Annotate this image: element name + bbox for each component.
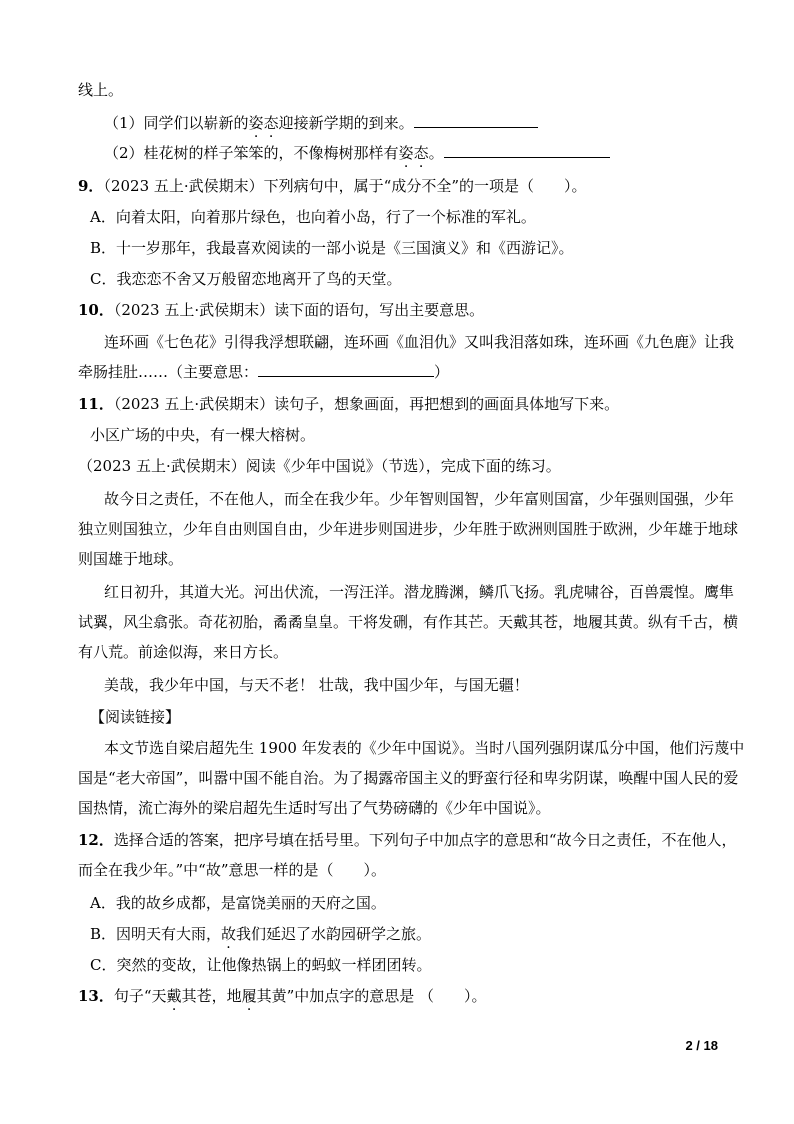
dotted-char: 戴 — [166, 987, 182, 1005]
dotted-char: 态 — [413, 144, 429, 162]
item-2 — [104, 143, 610, 163]
question-12-cont — [78, 860, 386, 880]
text: 试翼，风尘翕张。奇花初胎，矞矞皇皇。干将发硎，有作其芒。天戴其苍，地履其黄。纵有千古，横 — [78, 613, 739, 631]
dotted-char: 履 — [241, 987, 257, 1005]
answer-blank[interactable] — [444, 143, 610, 158]
question-number: 13． — [78, 987, 114, 1005]
passage-line — [104, 738, 744, 758]
question-13 — [78, 986, 487, 1006]
text: 美哉，我少年中国，与天不老！ 壮哉，我中国少年，与国无疆！ — [104, 676, 529, 694]
passage-line — [104, 675, 529, 695]
passage-line — [78, 642, 288, 662]
text: 红日初升，其道大光。河出伏流，一泻汪洋。潜龙腾渊，鳞爪飞扬。乳虎啸谷，百兽震惶。鹰隼 — [104, 583, 735, 601]
question-text: 其苍，地 — [181, 987, 242, 1005]
dotted-char: 态 — [263, 114, 279, 132]
option-text: B．因明天有大雨， — [90, 925, 222, 943]
item-1 — [104, 113, 538, 133]
text: 则国雄于地球。 — [78, 550, 184, 568]
text: 小区广场的中央，有一棵大榕树。 — [90, 426, 316, 444]
question-text: 其黄”中加点字的意思是 （ ）。 — [256, 987, 487, 1005]
text: 本文节选自梁启超先生 1900 年发表的《少年中国说》。当时八国列强阴谋瓜分中国，他们污蔑中 — [104, 739, 745, 757]
passage-line — [78, 612, 738, 632]
question-number: 11． — [78, 395, 114, 413]
passage-line — [78, 519, 738, 539]
text: （1）同学们以崭新的 — [104, 114, 249, 132]
passage-line — [90, 425, 315, 445]
passage-line — [104, 582, 734, 602]
text: 牵肠挂肚……（主要意思： — [78, 363, 259, 381]
option-c — [90, 269, 401, 289]
text: （2）桂花树的样子笨笨的，不像梅树那样有 — [104, 144, 399, 162]
text: 【阅读链接】 — [90, 708, 181, 726]
text: 独立则国独立，少年自由则国自由，少年进步则国进步，少年胜于欧洲则国胜于欧洲，少年雄于地球 — [78, 520, 739, 538]
text: 连环画《七色花》引得我浮想联翩，连环画《血泪仇》又叫我泪落如珠，连环画《九色鹿》让我 — [104, 333, 735, 351]
option-text: B．十一岁那年，我最喜欢阅读的一部小说是《三国演义》和《西游记》。 — [90, 239, 574, 257]
answer-blank[interactable] — [414, 113, 538, 128]
page-number: 2 / 18 — [685, 1038, 718, 1053]
question-text: （2023 五上·武侯期末）读下面的语句，写出主要意思。 — [113, 301, 485, 319]
answer-blank[interactable] — [258, 362, 434, 377]
question-text: 句子“天 — [113, 987, 167, 1005]
text: 线上。 — [78, 81, 124, 99]
passage-line — [78, 362, 449, 382]
option-c — [90, 955, 431, 975]
question-text: 而全在我少年。”中“故”意思一样的是（ ）。 — [78, 861, 387, 879]
question-9 — [78, 176, 587, 196]
text: 有八荒。前途似海，来日方长。 — [78, 643, 289, 661]
passage-line — [78, 549, 183, 569]
text: 迎接新学期的到来。 — [278, 114, 414, 132]
option-text: A．向着太阳，向着那片绿色，也向着小岛，行了一个标准的军礼。 — [90, 208, 536, 226]
dotted-char: 姿 — [398, 144, 414, 162]
question-text: （2023 五上·武侯期末）下列病句中，属于“成分不全”的一项是（ ）。 — [103, 177, 587, 195]
text: ） — [434, 363, 450, 381]
text: （2023 五上·武侯期末）阅读《少年中国说》（节选），完成下面的练习。 — [78, 457, 561, 475]
text: 。 — [428, 144, 444, 162]
text-line — [78, 80, 123, 100]
dotted-char: 故 — [221, 925, 237, 943]
option-b — [90, 924, 431, 944]
text: 故今日之责任，不在他人，而全在我少年。少年智则国智，少年富则国富，少年强则国强，少年 — [104, 490, 735, 508]
text: 国热情，流亡海外的梁启超先生适时写出了气势磅礴的《少年中国说》。 — [78, 799, 551, 817]
passage-line — [104, 332, 734, 352]
section-title — [90, 707, 180, 727]
passage-line — [104, 489, 734, 509]
option-a — [90, 207, 536, 227]
question-number: 9． — [78, 177, 104, 195]
question-number: 12． — [78, 831, 114, 849]
text: 国是“老大帝国”，叫嚣中国不能自治。为了揭露帝国主义的野蛮行径和卑劣阴谋，唤醒中国人民的爱 — [78, 769, 739, 787]
option-text: A．我的故乡成都，是富饶美丽的天府之国。 — [90, 894, 386, 912]
option-text: 我们延迟了水韵园研学之旅。 — [236, 925, 432, 943]
question-10 — [78, 300, 484, 320]
option-text: C．突然的变故，让他像热锅上的蚂蚁一样团团转。 — [90, 956, 432, 974]
question-text: 选择合适的答案，把序号填在括号里。下列句子中加点字的意思和“故今日之责任，不在他人， — [113, 831, 737, 849]
option-text: C．我恋恋不舍又万般留恋地离开了鸟的天堂。 — [90, 270, 402, 288]
question-text: （2023 五上·武侯期末）读句子，想象画面，再把想到的画面具体地写下来。 — [113, 395, 620, 413]
question-11 — [78, 394, 619, 414]
reading-intro — [78, 456, 561, 476]
question-12 — [78, 830, 737, 850]
dotted-char: 姿 — [248, 114, 264, 132]
option-b — [90, 238, 574, 258]
option-a — [90, 893, 386, 913]
passage-line — [78, 768, 738, 788]
question-number: 10． — [78, 301, 114, 319]
passage-line — [78, 798, 551, 818]
